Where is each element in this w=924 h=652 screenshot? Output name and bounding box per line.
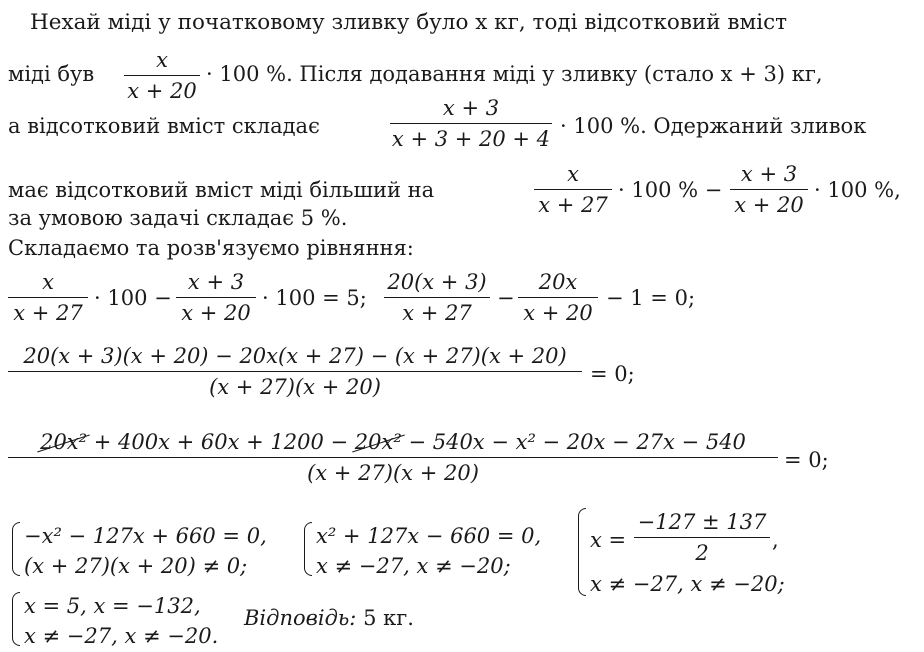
eq1-fraction-3 xyxy=(384,272,490,324)
eq3-tail: = 0; xyxy=(784,448,829,472)
text-line-2-start: міді був xyxy=(8,62,95,86)
text-line-6: Складаємо та розв'язуємо рівняння: xyxy=(8,236,414,260)
system-3-lhs: x = xyxy=(590,528,627,552)
fraction-numerator: x xyxy=(156,48,168,72)
fraction-numerator: x + 3 xyxy=(442,96,500,120)
fraction-denominator: x + 3 + 20 + 4 xyxy=(391,127,551,151)
text-line-1: Нехай міді у початковому зливку було x кг, тоді відсотковий вміст xyxy=(30,10,788,35)
eq3-fraction xyxy=(8,432,778,484)
eq1-fraction-2 xyxy=(176,272,256,324)
eq1-fraction-1 xyxy=(8,272,88,324)
fraction-denominator: 2 xyxy=(695,541,709,565)
fraction-copper-share-initial xyxy=(124,50,200,102)
text-line-4-start: має відсотковий вміст міді більший на xyxy=(8,178,435,202)
fraction-numerator: 20(x + 3) xyxy=(387,270,487,294)
text-line-3-end: · 100 %. Одержаний зливок xyxy=(560,114,867,138)
fraction-numerator: 20x xyxy=(538,270,578,294)
fraction-denominator: x + 20 xyxy=(523,301,593,325)
fraction-x3-over-x20 xyxy=(730,164,808,216)
fraction-denominator: x + 20 xyxy=(127,79,197,103)
text-line-3-start: а відсотковий вміст складає xyxy=(8,114,320,138)
answer xyxy=(244,608,414,629)
fraction-numerator: x xyxy=(42,270,54,294)
eq1-term-1: · 100 − xyxy=(94,286,172,310)
system-1-line-1: −x² − 127x + 660 = 0, xyxy=(24,524,267,548)
fraction-denominator: (x + 27)(x + 20) xyxy=(307,461,479,485)
system-brace xyxy=(12,522,20,576)
system-2-line-1: x² + 127x − 660 = 0, xyxy=(316,524,542,548)
text-line-4-mid: · 100 % − xyxy=(618,178,723,202)
fraction-numerator xyxy=(8,432,778,453)
cancelled-term: 20x² xyxy=(354,430,402,454)
fraction-numerator: −127 ± 137 xyxy=(637,510,767,534)
eq1-term-3: − xyxy=(497,286,515,310)
fraction-denominator: x + 27 xyxy=(402,301,472,325)
numerator-part: − 540x − x² − 20x − 27x − 540 xyxy=(401,430,746,454)
system-3-line-2: x ≠ −27, x ≠ −20; xyxy=(590,572,785,596)
eq1-term-4: − 1 = 0; xyxy=(606,286,696,310)
system-2-line-2: x ≠ −27, x ≠ −20; xyxy=(316,554,511,578)
fraction-denominator: (x + 27)(x + 20) xyxy=(209,375,381,399)
eq2-fraction xyxy=(8,346,582,398)
system-brace xyxy=(578,508,586,596)
system-4-line-1: x = 5, x = −132, xyxy=(24,594,201,618)
fraction-copper-share-after xyxy=(390,98,552,150)
answer-value: 5 кг. xyxy=(363,606,414,630)
numerator-part: + 400x + 60x + 1200 − xyxy=(87,430,355,454)
system-1-line-2: (x + 27)(x + 20) ≠ 0; xyxy=(24,554,248,578)
system-brace xyxy=(304,522,312,576)
answer-label: Відповідь: xyxy=(244,606,357,630)
text-line-5: за умовою задачі складає 5 %. xyxy=(8,206,348,230)
system-4-line-2: x ≠ −27, x ≠ −20. xyxy=(24,624,219,648)
system-3-comma: , xyxy=(772,528,779,552)
fraction-numerator: x + 3 xyxy=(187,270,245,294)
fraction-denominator: x + 27 xyxy=(13,301,83,325)
fraction-denominator: x + 20 xyxy=(181,301,251,325)
system-3-fraction xyxy=(634,512,770,564)
fraction-denominator: x + 27 xyxy=(538,193,608,217)
cancelled-term: 20x² xyxy=(40,430,88,454)
system-brace xyxy=(12,592,20,646)
text-line-2-end: · 100 %. Після додавання міді у зливку (стало x + 3) кг, xyxy=(206,62,823,86)
eq2-tail: = 0; xyxy=(590,362,635,386)
fraction-numerator: 20(x + 3)(x + 20) − 20x(x + 27) − (x + 27)(x + 20) xyxy=(23,344,567,368)
fraction-x-over-x27 xyxy=(534,164,612,216)
fraction-numerator: x + 3 xyxy=(740,162,798,186)
text-line-4-end: · 100 %, xyxy=(814,178,901,202)
fraction-numerator: x xyxy=(567,162,579,186)
eq1-fraction-4 xyxy=(518,272,598,324)
eq1-term-2: · 100 = 5; xyxy=(262,286,367,310)
fraction-denominator: x + 20 xyxy=(734,193,804,217)
